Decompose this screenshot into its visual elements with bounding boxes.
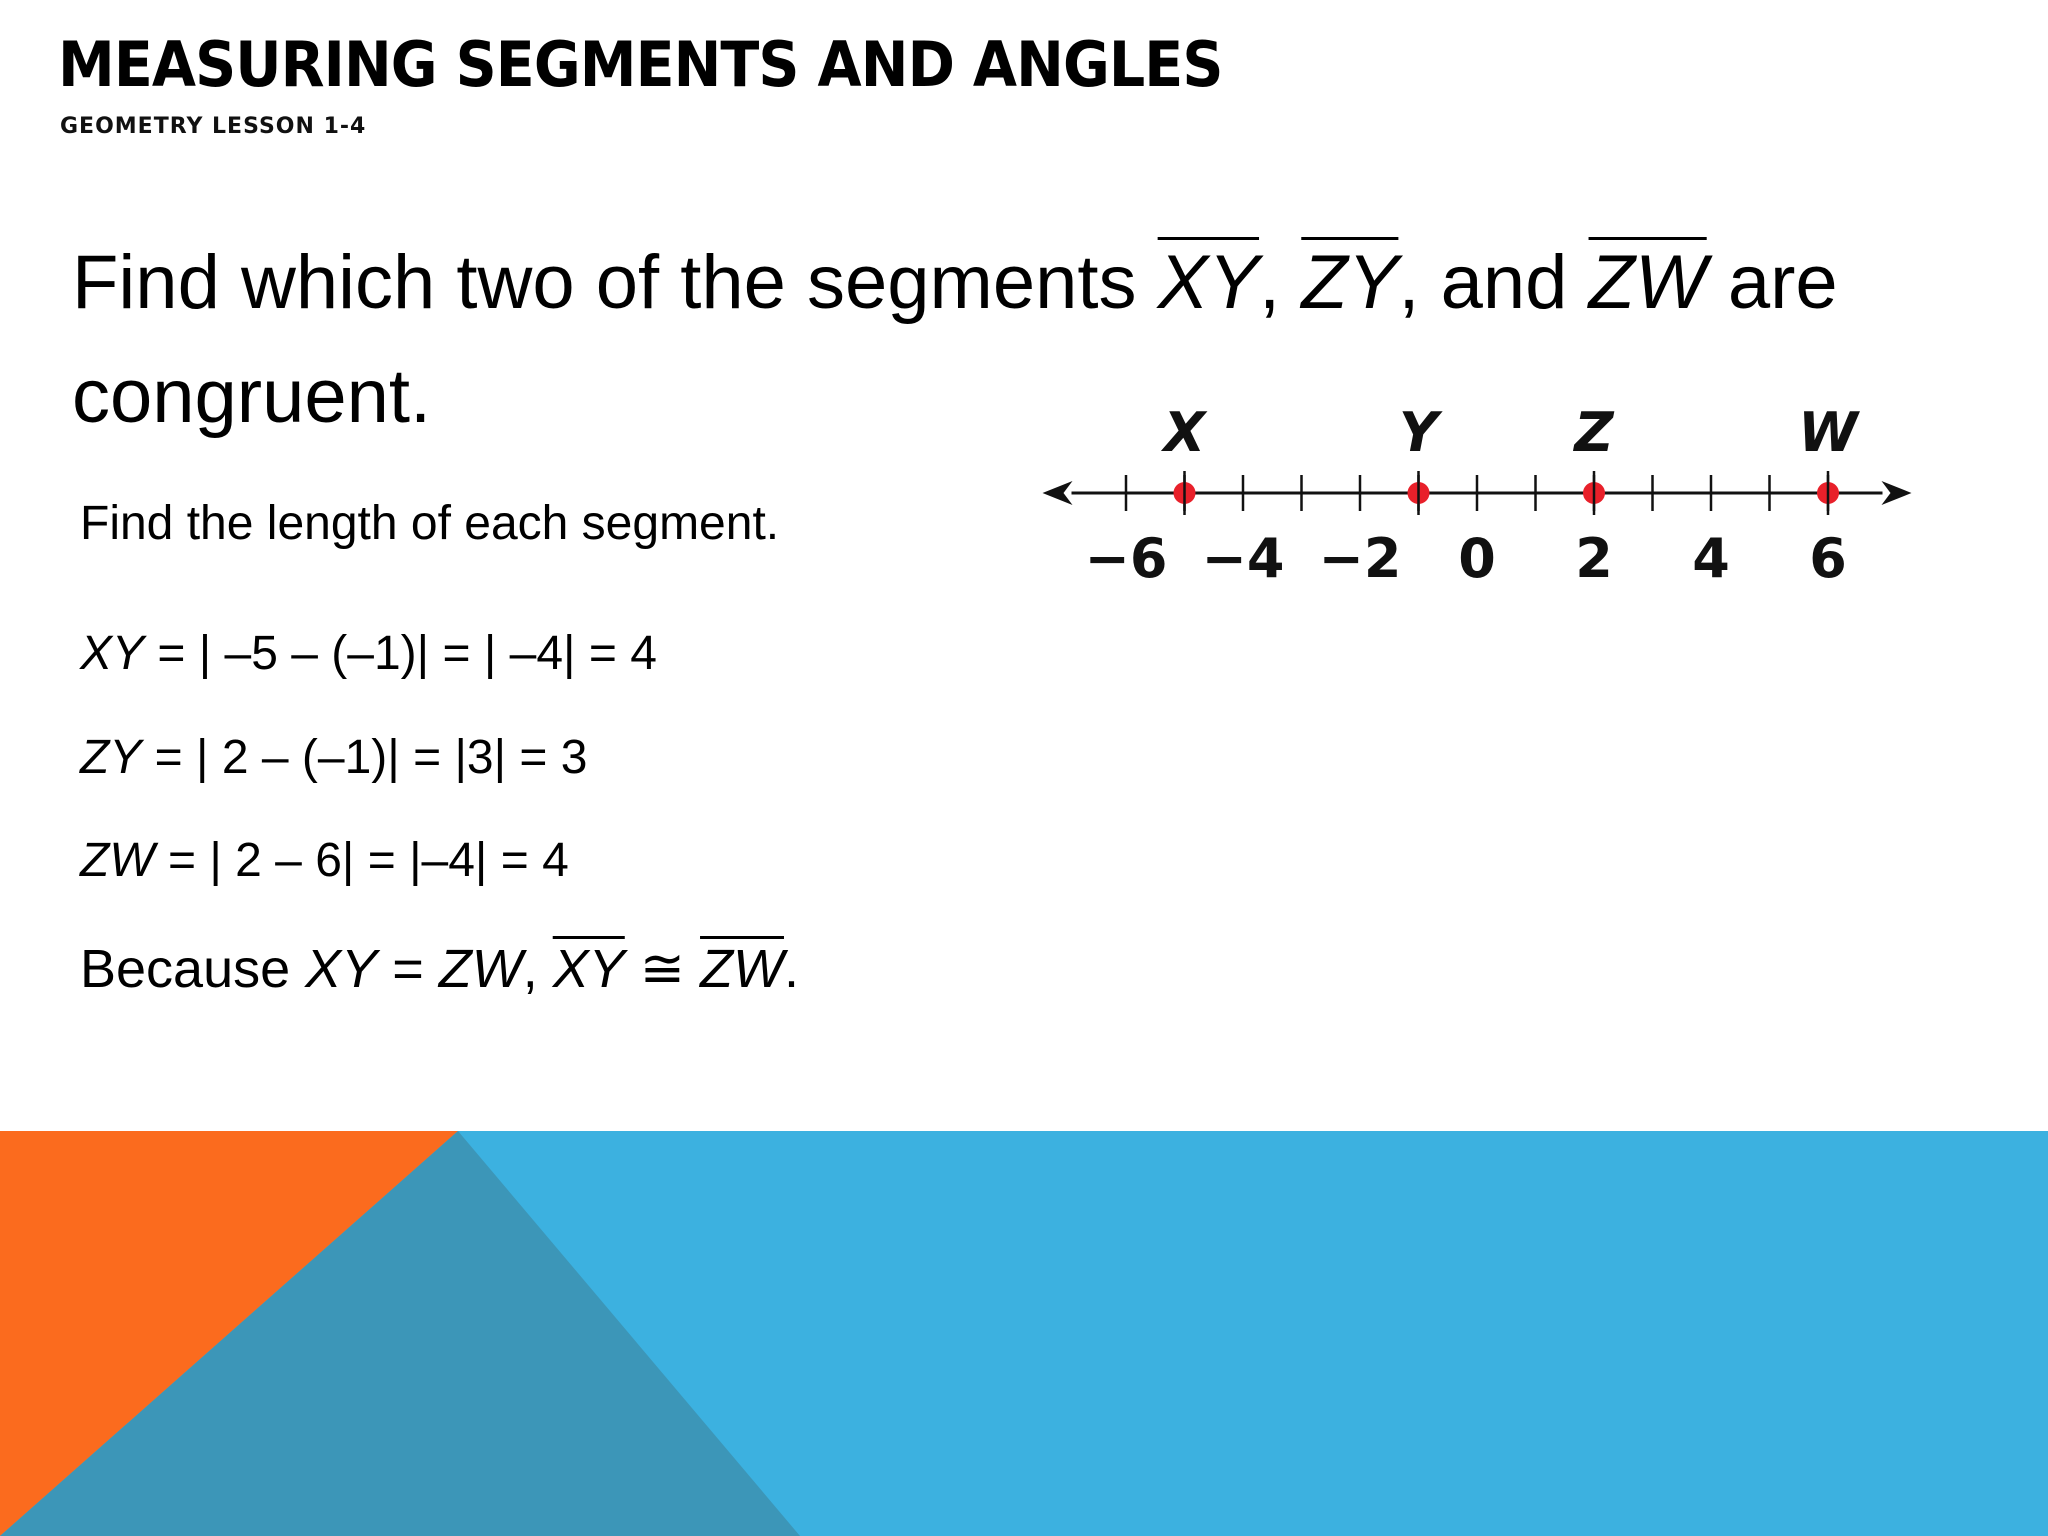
question-sep-2: , and (1398, 240, 1589, 325)
tick-label: 2 (1575, 527, 1613, 590)
equation-expr: = | 2 – (–1)| = |3| = 3 (141, 731, 588, 784)
number-line-tick-labels (1085, 527, 1847, 590)
conclusion-end: . (783, 939, 799, 999)
point-label: X (1163, 401, 1206, 464)
tick-label: 4 (1692, 527, 1730, 590)
right-arrow-icon (1882, 481, 1912, 505)
tick-label: 0 (1458, 527, 1496, 590)
equation-var: XY (80, 627, 145, 680)
equation-expr: = | 2 – 6| = |–4| = 4 (154, 834, 569, 887)
equation-zy (80, 730, 587, 785)
conclusion-eq: = (377, 939, 439, 999)
tick-label: −6 (1084, 527, 1168, 590)
conclusion-prefix: Because (80, 939, 306, 999)
conclusion-seg-b: $\overline{ZW}$ (700, 939, 784, 999)
segment-zw: $\overline{ZW}$ (1588, 240, 1707, 325)
point-label: W (1798, 401, 1858, 464)
conclusion-rhs: ZW (438, 939, 523, 999)
instruction-text: Find the length of each segment. (80, 497, 780, 550)
page-subtitle: GEOMETRY LESSON 1-4 (60, 114, 367, 139)
point-label: Y (1398, 401, 1439, 464)
question-prefix: Find which two of the segments (72, 240, 1158, 325)
segment-xy: $\overline{XY}$ (1157, 240, 1260, 325)
question-suffix: are congruent. (72, 240, 1838, 439)
equation-expr: = | –5 – (–1)| = | –4| = 4 (144, 627, 657, 680)
equation-zw (80, 833, 569, 888)
footer-decoration (0, 1131, 2048, 1536)
conclusion-text (80, 937, 799, 1000)
equation-xy (80, 626, 657, 681)
equation-var: ZW (80, 834, 155, 887)
left-arrow-icon (1043, 481, 1073, 505)
conclusion-seg-a: $\overline{XY}$ (552, 939, 625, 999)
segment-zy: $\overline{ZY}$ (1301, 240, 1399, 325)
congruent-symbol: ≅ (624, 939, 701, 999)
tick-label: −2 (1318, 527, 1402, 590)
point-label: Z (1574, 401, 1614, 464)
tick-label: 6 (1809, 527, 1847, 590)
number-line-points (1161, 401, 1861, 515)
question-sep-1: , (1259, 240, 1302, 325)
conclusion-lhs: XY (305, 939, 378, 999)
equation-var: ZY (80, 731, 142, 784)
tick-label: −4 (1201, 527, 1285, 590)
page-title: MEASURING SEGMENTS AND ANGLES (58, 28, 1223, 101)
conclusion-comma: , (522, 939, 553, 999)
number-line-diagram (1040, 385, 1920, 615)
